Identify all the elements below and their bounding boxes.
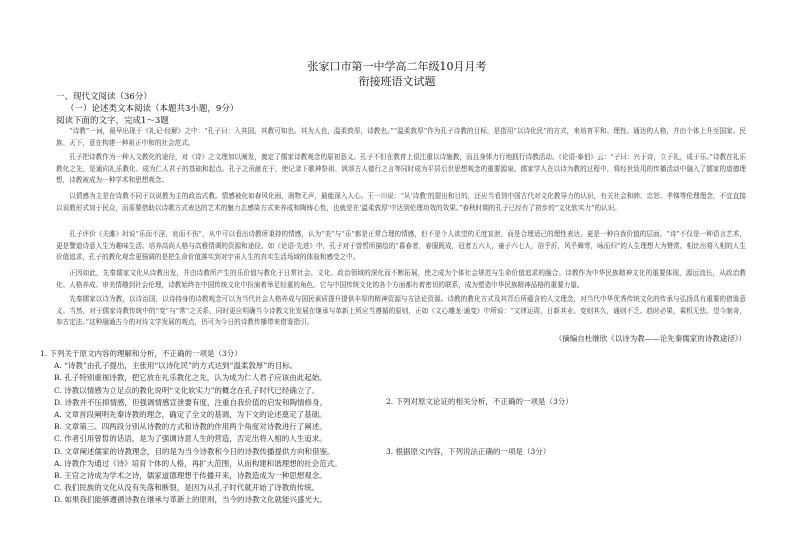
passage-paragraph-3: 以情感为主是在诗教不同于以说教为主的政治式教。情感被化如春风化雨，润物无声，最能深入人心。王一川说：“从‘诗教’的提出和目的，还应当看到中国古代对文化教导力的认识，有关社会和睦、忠恕、孝悌等伦理理念，不宜直接以说教形式加于民众，而需要借助以诗歌方式表达的艺术的魅力去感染方式来养成和陶铸心性，也就是在‘温柔敦厚’中达到伦理功效的效果。”春秋时期的孔子已经有了初步的“文化软实力”的认识。 <box>56 192 746 212</box>
answer-option: C. 作者引用曾皙的话语，是为了强调诗意人生的营造，否定出将入相的人生追求。 <box>54 434 327 444</box>
answer-option: B. 文章第三、四两段分别从诗教的方式和诗教的作用两个角度对诗教进行了阐述。 <box>54 422 327 432</box>
passage-paragraph-6: 先秦儒家以诗为教，以诗治国、以诗持身的诗教观念可以为当代社会人格养成与国民素质提升提供丰厚的精神资源与方法论资源。诗教的教化方式及其背后所蕴含的人文理念，对当代中华优秀传统文化的传承与弘扬具有重要的借鉴意义。当然，对于儒家诗教传统中的“变”与“常”之关系，同时更应明确当今诗教文化发展在继承与革新上所应当遵循的原则，正如《文心雕龙·通变》中所说：“文律运周，日新其业。变则其久，通则不乏。趋时必果，乘机无怯。望今制奇，参古定法。”这种融通古今的对待文学发展的观点，仍可为今日的诗教传播带来借鉴指引。 <box>56 295 746 327</box>
passage-paragraph-1: “诗教”一词，最早出现于《礼记·经解》之中：“孔子曰：入其国，其教可知也。其为人也，温柔敦厚，诗教也。”“温柔敦厚”作为孔子诗教的目标，是指用“以诗化民”的方式，来培育平和、理性、通达的人格，并由个体上升至国家、民族、天下，意在构建一种祖正中和的社会范式。 <box>56 127 746 147</box>
reading-instruction: 阅读下面的文字，完成1～3题 <box>56 116 169 126</box>
answer-option: B. 孔子特别重视诗教，把它放在礼乐教化之先，认为成为仁人君子应该由此起始。 <box>54 373 327 383</box>
exam-title: 张家口市第一中学高二年级10月月考 <box>307 60 487 73</box>
answer-option: A. 诗教作为通过《诗》培育个体的人格，再扩大范围，从而构建和谐理想的社会范式。 <box>54 458 342 468</box>
passage-paragraph-5: 正因如此，先秦儒家文化从诗教出发，并由诗教所产生的乐价值与教化于日常社会、文化、政治领域的深化而不断拓展，使之成为个体社会规范与生命价值追求的融合。诗教作为中华民族精神文化的重要体现，源远流长，从政治教化、人格养成、审美情趣到社会伦理，诗教始终在中国传统文化中扮演着举足轻重的角色。它与中国传统文化的各个方面都有着密切的联系，成为塑造中华民族精神品格的重要力量。 <box>56 269 746 289</box>
answer-option: B. 王官之诗成为学术之诗，儒家道德理想于传播开来，诗教造成为一种思想观念。 <box>54 471 327 481</box>
answer-option: D. 文章阐述儒家的诗教理念，目的是为当今诗教和今日的诗教传播提供方向和借鉴。 <box>54 446 335 456</box>
passage-paragraph-2: 孔子把诗教作为一种人文教化的途径，对《诗》之文理加以阐发，奠定了儒家诗教观念的原初意义。孔子不但在教育上很注重以诗施教，而且身体力行地践行诗教活动。《论语·泰伯》云：“子曰：兴于诗，立于礼，成于乐。”诗教在礼乐教化之先，是通向礼乐教化、成为仁人君子的基础和起点。孔子之贡献在于，使记录下歌神祭祖、讽颂古人德行之言等同时成为平居后世思想观念的重要源泉。儒家学人在以诗为教的过程中，将经世致用的传播活动中融入了儒家的道德理想，诗教被成为一种学术和思想观念。 <box>56 153 746 185</box>
section-heading: 一、现代文阅读（36分） <box>56 92 152 102</box>
question-1-stem: 1. 下列关于原文内容的理解和分析，不正确的一项是（3分） <box>40 349 242 358</box>
source-note: （摘编自杜继欣《以诗为教——论先秦儒家的诗教途径》） <box>554 334 746 343</box>
sub-section-heading: （一）论述类文本阅读（本题共3小题，9分） <box>66 104 239 114</box>
answer-option: D. 如果我们能够遵循诗教在继承与革新上的原则，当今的诗教文化就能兴盛光大。 <box>54 495 328 505</box>
answer-option: A. 文章首段阐明先秦诗教的理念，确定了全文的基调，为下文的论述奠定了基础。 <box>54 410 327 420</box>
answer-option: C. 我们民族的文化从没有失落和断裂，是因为从孔子时代就开始了诗教的传统。 <box>54 483 320 493</box>
exam-subtitle: 衔接班语文试题 <box>358 75 436 88</box>
question-1 <box>40 348 380 507</box>
answer-option: A. “诗教”由孔子提出，主张用“以诗化民”的方式达到“温柔敦厚”的目标。 <box>54 361 298 371</box>
passage-paragraph-4: 孔子评价《关雎》时说“乐而不淫，哀而不伤”，从中可以看出诗教所秉持的情感，认为“美”与“乐”都是正常合理的情感，但不是个人欲望的无度宣泄，而是合理适己的理性表达，更是一种自我价值的层面。“诗”不仅是一种语言艺术，更是警道诗意人生为趣味生活、培养高尚人格与高雅情调的资源和途径。如《论语·先进》中，孔子对于曾皙所描绘的“暮春者，春服既成，冠者五六人，童子六七人，浴乎沂，风乎舞雩，咏而归”的人生理想大为赞赏。相比出将入相的人生价值追求，孔子的教化观念更强调的是把生命价值落实到对宇宙人生的真实生活场域的体验和感受之中。 <box>56 230 746 262</box>
question-2-stem: 2. 下列对原文论证的相关分析，不正确的一项是（3分） <box>386 397 573 406</box>
answer-option: C. 诗教以情感为立足点的教化说明“文化软实力”的概念在孔子时代已经确立了。 <box>54 385 320 395</box>
answer-option: D. 诗教并不压抑情感，但强调情感宣泄要有度，注重自我价值的启发和陶情修身。 <box>54 397 328 407</box>
question-3-stem: 3. 根据原文内容，下列说法正确的一项是（3分） <box>386 447 551 456</box>
